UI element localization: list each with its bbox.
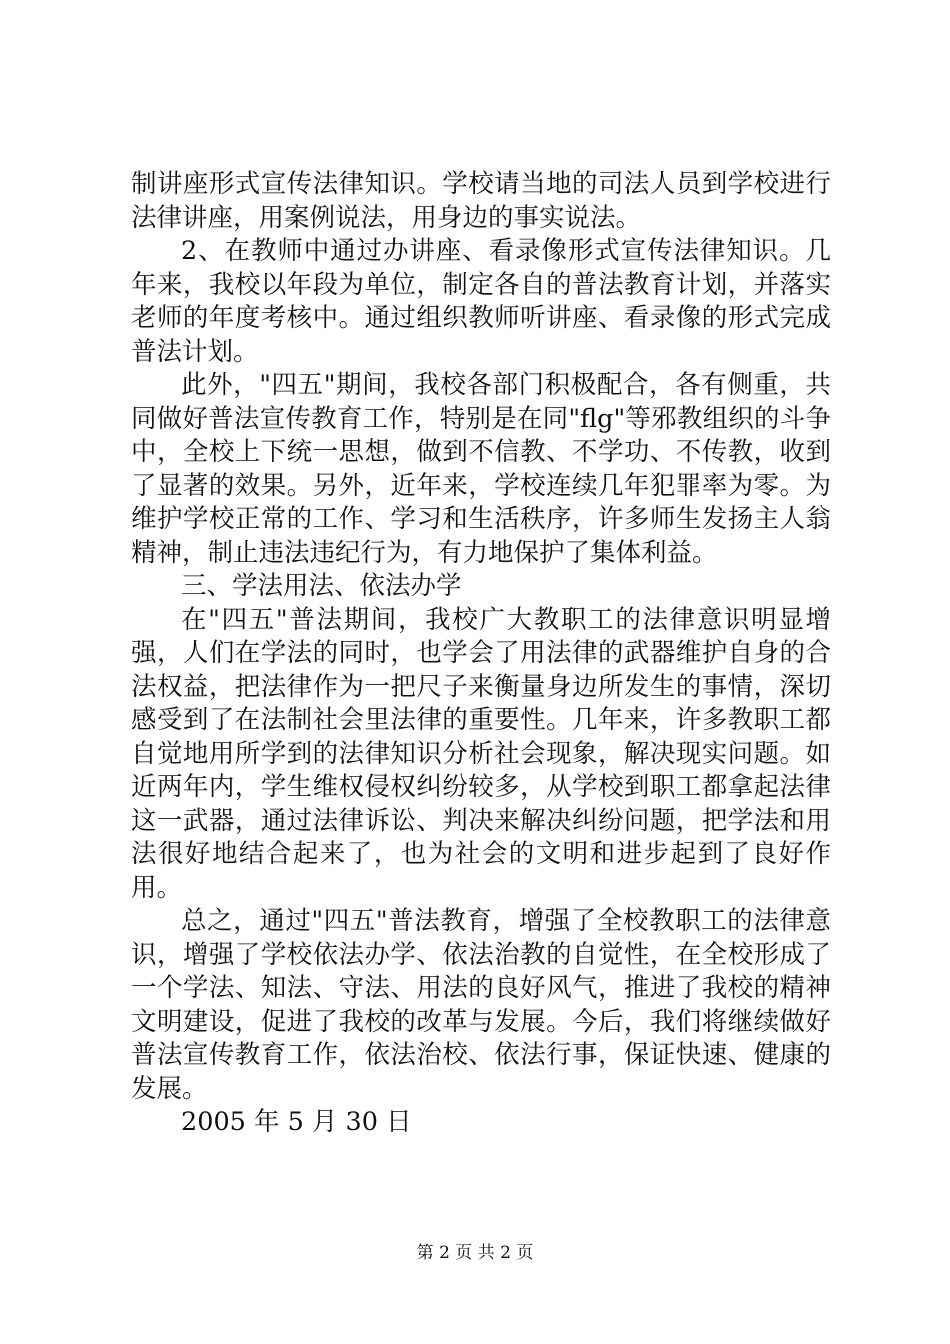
paragraph-conclusion: 总之，通过"四五"普法教育，增强了全校教职工的法律意识，增强了学校依法办学、依法治教的自觉性，在全校形成了一个学法、知法、守法、用法的良好风气，推进了我校的精神文明建设，促进了我校的改革与发展。今后，我们将继续做好普法宣传教育工作，依法治校、依法行事，保证快速、健康的发展。 xyxy=(131,906,831,1104)
paragraph-teacher-training: 2、在教师中通过办讲座、看录像形式宣传法律知识。几年来，我校以年段为单位，制定各自的普法教育计划，并落实老师的年度考核中。通过组织教师听讲座、看录像的形式完成普法计划。 xyxy=(131,236,831,367)
paragraph-additional-work: 此外，"四五"期间，我校各部门积极配合，各有侧重，共同做好普法宣传教育工作，特别是在同"flg"等邪教组织的斗争中，全校上下统一思想，做到不信教、不学功、不传教，收到了显著的效果。另外，近年来，学校连续几年犯罪率为零。为维护学校正常的工作、学习和生活秩序，许多师生发扬主人翁精神，制止违法违纪行为，有力地保护了集体利益。 xyxy=(131,370,831,568)
document-body xyxy=(131,168,831,1140)
paragraph-lecture-continuation: 制讲座形式宣传法律知识。学校请当地的司法人员到学校进行法律讲座，用案例说法，用身边的事实说法。 xyxy=(131,169,831,233)
page-number-footer: 第 2 页 共 2 页 xyxy=(416,1243,534,1263)
section-heading-three: 三、学法用法、依法办学 xyxy=(181,571,462,601)
paragraph-legal-awareness: 在"四五"普法期间，我校广大教职工的法律意识明显增强，人们在学法的同时，也学会了用法律的武器维护自身的合法权益，把法律作为一把尺子来衡量身边所发生的事情，深切感受到了在法制社会里法律的重要性。几年来，许多教职工都自觉地用所学到的法律知识分析社会现象，解决现实问题。如近两年内，学生维权侵权纠纷较多，从学校到职工都拿起法律这一武器，通过法律诉讼、判决来解决纠纷问题，把学法和用法很好地结合起来了，也为社会的文明和进步起到了良好作用。 xyxy=(131,604,831,903)
document-date: 2005 年 5 月 30 日 xyxy=(181,1107,412,1137)
